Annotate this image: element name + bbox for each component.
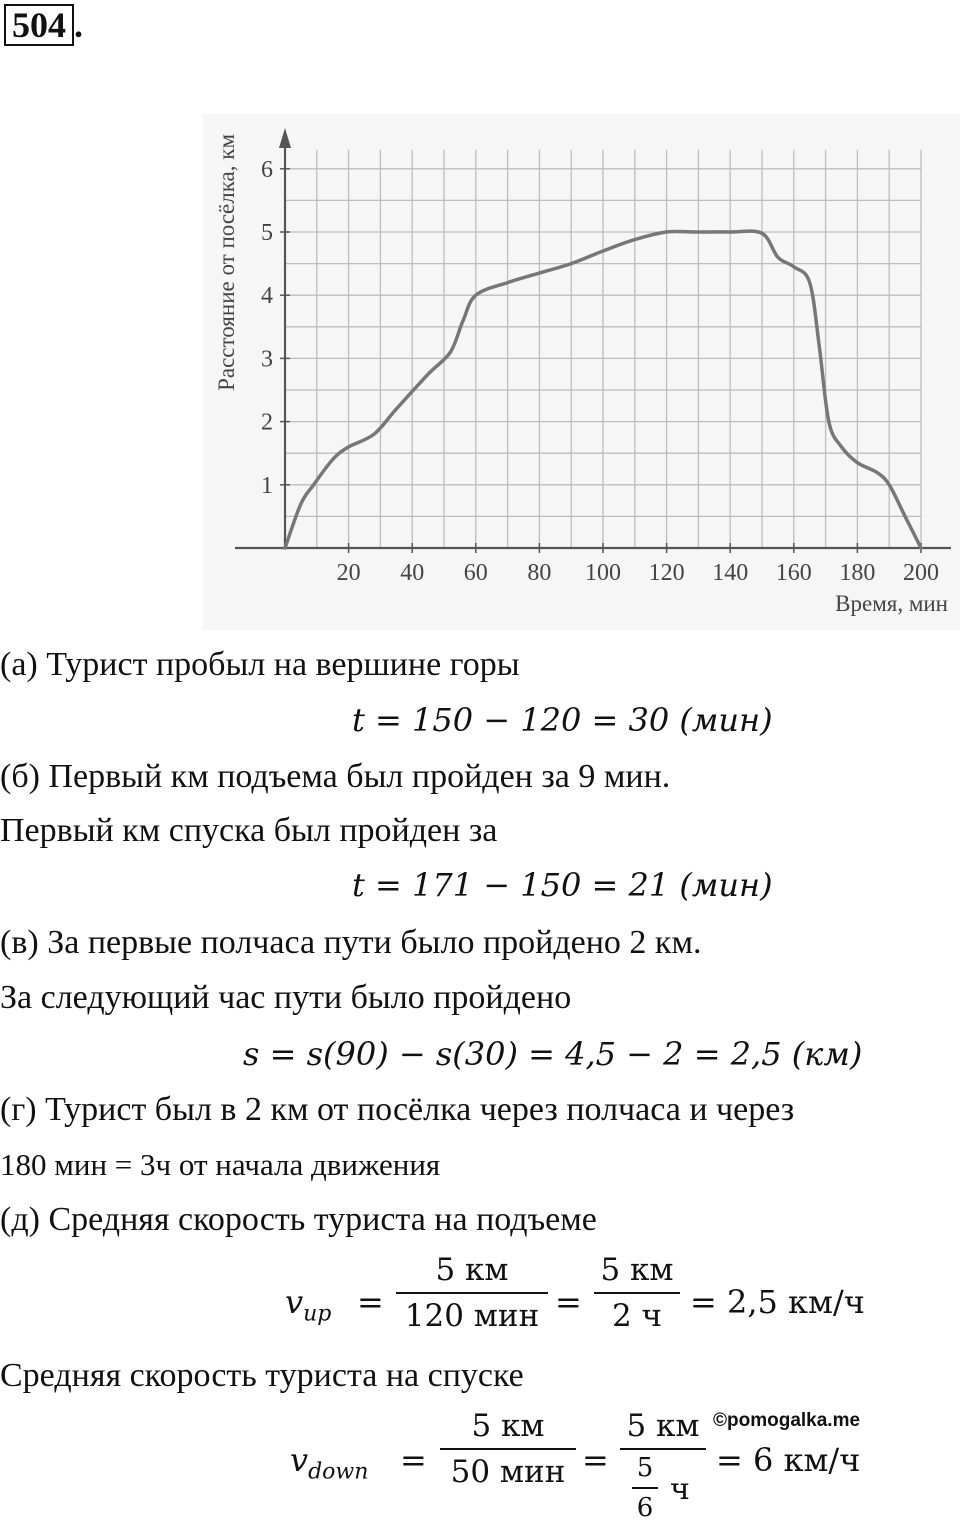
fraction-denominator: 2 ч xyxy=(611,1298,663,1334)
fraction-denominator xyxy=(620,1454,706,1532)
v-up-symbol: $v_{up}$ xyxy=(285,1283,332,1327)
equals-sign: = xyxy=(555,1283,582,1321)
equals-sign: = xyxy=(357,1283,384,1321)
x-tick-label: 20 xyxy=(336,560,361,586)
answer-a-text: (а) Турист пробыл на вершине горы xyxy=(0,646,520,683)
x-tick-label: 80 xyxy=(527,560,552,586)
answer-v-text-2: За следующий час пути было пройдено xyxy=(0,979,572,1016)
fraction-bar xyxy=(396,1292,548,1294)
answer-d-text-1: (д) Средняя скорость туриста на подъеме xyxy=(0,1201,597,1238)
fraction-numerator: 5 км xyxy=(435,1252,509,1288)
problem-number-suffix: . xyxy=(74,5,83,45)
answer-b-text-2: Первый км спуска был пройден за xyxy=(0,812,498,849)
x-tick-label: 180 xyxy=(839,560,876,586)
fraction-denominator: 120 мин xyxy=(404,1298,540,1334)
x-tick-label: 100 xyxy=(585,560,621,586)
fraction-numerator: 5 км xyxy=(471,1408,545,1444)
equals-sign: = xyxy=(400,1441,427,1479)
fraction-up-1 xyxy=(396,1252,548,1334)
v-down-result: = 6 км/ч xyxy=(716,1441,861,1479)
distance-time-chart xyxy=(203,114,960,630)
answer-b-text-1: (б) Первый км подъема был пройден за 9 мин. xyxy=(0,758,671,795)
y-tick-label: 6 xyxy=(261,156,273,183)
y-axis-arrow xyxy=(279,128,291,148)
nested-numerator: 5 xyxy=(636,1453,654,1483)
fraction-bar xyxy=(594,1292,680,1294)
x-tick-label: 140 xyxy=(712,560,749,586)
nested-fraction-bar xyxy=(632,1487,658,1489)
v-down-symbol: $v_{down}$ xyxy=(290,1441,369,1485)
y-tick-label: 1 xyxy=(261,472,273,499)
answer-a-equation: t = 150 − 120 = 30 (мин) xyxy=(352,701,773,739)
chart-grid xyxy=(285,150,921,548)
x-tick-label: 120 xyxy=(648,560,685,586)
x-axis-label: Время, мин xyxy=(835,591,948,616)
answer-b-equation: t = 171 − 150 = 21 (мин) xyxy=(352,866,773,904)
equals-sign: = xyxy=(582,1441,609,1479)
answer-g-text-1: (г) Турист был в 2 км от посёлка через полчаса и через xyxy=(0,1091,795,1128)
x-tick-label: 160 xyxy=(775,560,812,586)
answer-d-text-2: Средняя скорость туриста на спуске xyxy=(0,1357,524,1394)
answer-v-equation: s = s(90) − s(30) = 4,5 − 2 = 2,5 (км) xyxy=(243,1035,863,1073)
fraction-bar xyxy=(620,1448,706,1450)
y-axis-label: Расстояние от посёлка, км xyxy=(214,134,239,391)
y-tick-label: 4 xyxy=(261,283,273,310)
fraction-bar xyxy=(440,1448,576,1450)
fraction-up-2 xyxy=(594,1252,680,1334)
fraction-denominator: 50 мин xyxy=(450,1454,566,1490)
x-tick-label: 40 xyxy=(400,560,425,586)
x-tick-label: 60 xyxy=(463,560,488,586)
nested-denominator: 6 xyxy=(636,1493,654,1523)
chart-tick-labels xyxy=(261,157,939,586)
y-tick-label: 5 xyxy=(261,220,273,246)
fraction-down-2 xyxy=(620,1408,706,1532)
fraction-numerator: 5 км xyxy=(600,1252,674,1288)
nested-unit: ч xyxy=(670,1472,690,1507)
y-tick-label: 2 xyxy=(261,409,273,436)
fraction-down-1 xyxy=(440,1408,576,1490)
answer-v-text-1: (в) За первые полчаса пути было пройдено 2 км. xyxy=(0,924,702,961)
x-tick-label: 200 xyxy=(903,560,939,586)
answer-g-text-2: 180 мин = 3ч от начала движения xyxy=(0,1147,441,1182)
y-tick-label: 3 xyxy=(261,346,273,373)
fraction-numerator: 5 км xyxy=(626,1408,700,1444)
v-up-result: = 2,5 км/ч xyxy=(690,1283,865,1321)
problem-number-box: 504 xyxy=(4,4,74,46)
watermark: ©pomogalka.me xyxy=(713,1410,861,1431)
problem-number xyxy=(4,4,83,46)
